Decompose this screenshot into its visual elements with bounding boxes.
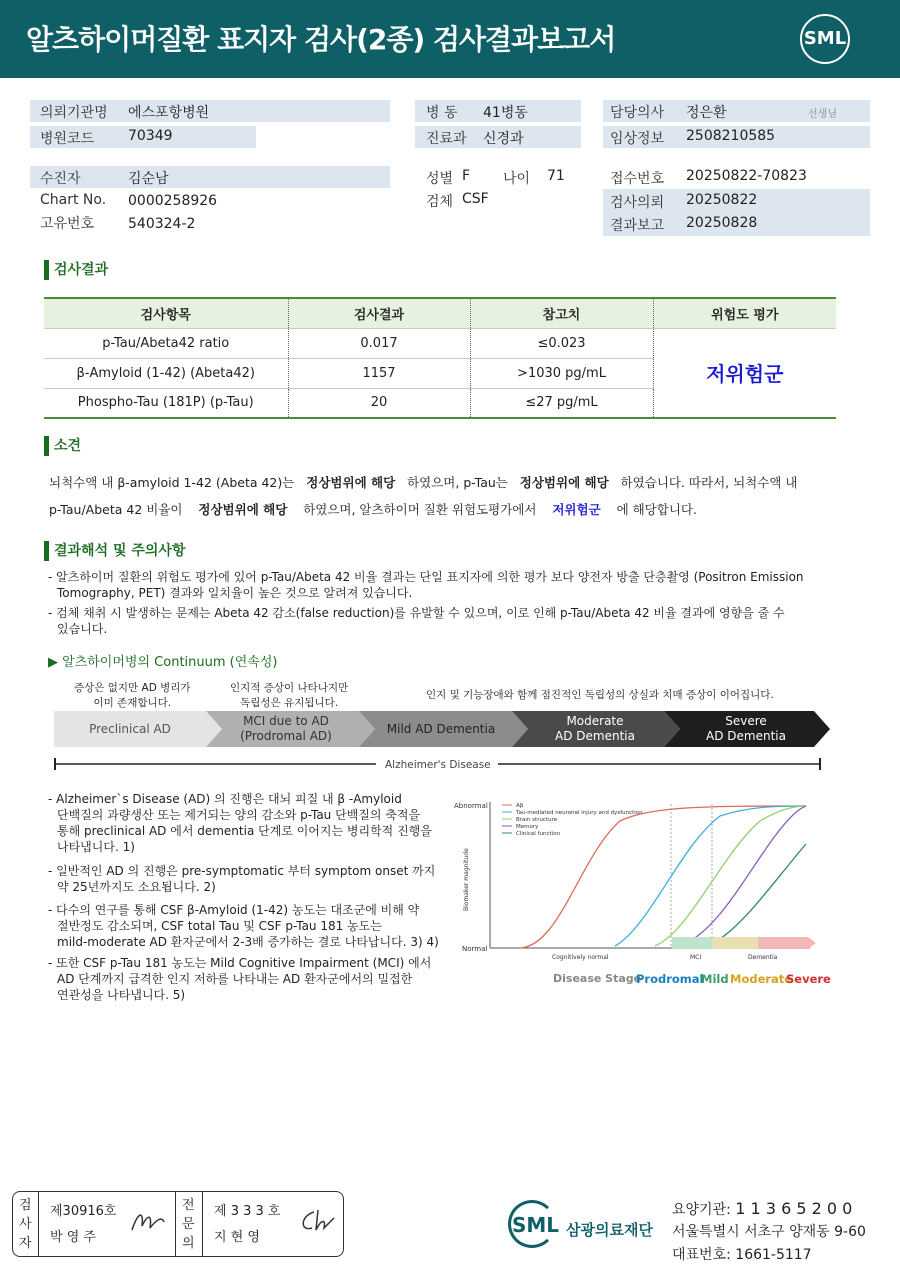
sex-label: 성별	[426, 171, 454, 187]
band-severe	[758, 937, 816, 949]
receipt-value: 20250822-70823	[686, 168, 807, 184]
findings-text: 뇌척수액 내 β-amyloid 1-42 (Abeta 42)는	[49, 475, 295, 490]
examiner-name: 박 영 주	[50, 1230, 96, 1245]
note-line: 약 25년까지도 소요됩니다. 2)	[57, 880, 216, 894]
prodromal-label: Prodromal	[636, 972, 704, 986]
curve-abeta	[520, 806, 806, 948]
desc-text: 이미 존재합니다.	[93, 697, 172, 709]
findings-text: 하였으며, 알츠하이머 질환 위험도평가에서	[303, 502, 537, 517]
moderate-label: Moderate	[730, 972, 793, 986]
phone-value: 1661-5117	[735, 1247, 812, 1263]
note-line: 연관성을 나타냅니다. 5)	[57, 988, 186, 1002]
stage-label	[212, 714, 360, 750]
report-label: 결과보고	[610, 218, 665, 234]
note-line: - 또한 CSF p-Tau 181 농도는 Mild Cognitive Impairment (MCI) 에서	[48, 956, 432, 970]
dept-value: 신경과	[483, 131, 524, 147]
ad-axis-label: Alzheimer's Disease	[385, 759, 491, 771]
legend-memory: Memory	[516, 824, 539, 830]
legend-abeta: Aβ	[516, 803, 524, 809]
interp-heading: 결과해석 및 주의사항	[44, 541, 185, 561]
test-ref: ≤27 pg/mL	[470, 388, 653, 418]
note-line: 통해 preclinical AD 에서 dementia 단계로 이어지는 병리학적 진행을	[57, 824, 432, 838]
clinical-value: 2508210585	[686, 128, 776, 144]
biomarker-graph	[450, 796, 834, 992]
note-line: - Alzheimer`s Disease (AD) 의 진행은 대뇌 피질 내 β -Amyloid	[48, 792, 402, 806]
col-header: 검사항목	[44, 298, 288, 328]
specimen-value: CSF	[462, 191, 489, 207]
address: 서울특별시 서초구 양재동 9-60	[672, 1224, 866, 1240]
stage-label	[520, 714, 670, 750]
inst-label: 의뢰기관명	[40, 105, 108, 121]
curve-brain	[655, 806, 806, 946]
request-value: 20250822	[686, 192, 758, 208]
age-value: 71	[547, 168, 565, 184]
band-mci	[672, 937, 712, 949]
receipt-label: 접수번호	[610, 171, 665, 187]
header-bar	[0, 0, 900, 78]
col-header: 검사결과	[288, 298, 470, 328]
test-ref: >1030 pg/mL	[470, 358, 653, 388]
patient-value: 김순남	[128, 171, 169, 187]
note-line: 단백질의 과량생산 또는 제거되는 양의 감소와 p-Tau 단백질의 축적을	[57, 808, 421, 822]
findings-normal: 정상범위에 해당	[198, 502, 288, 517]
findings-line-2	[49, 500, 697, 518]
results-heading: 검사결과	[44, 260, 108, 280]
mci-label: MCI	[690, 954, 702, 961]
divider	[175, 1191, 176, 1257]
note-line: mild-moderate AD 환자군에서 2-3배 증가하는 결로 나타납니다. 3) 4)	[57, 935, 439, 949]
test-item: β-Amyloid (1-42) (Abeta42)	[44, 358, 288, 388]
findings-heading: 소견	[44, 436, 81, 456]
risk-assessment: 저위험군	[653, 328, 836, 418]
curve-memory	[678, 806, 806, 946]
chart-label: Chart No.	[40, 192, 107, 208]
specialist-signature	[296, 1206, 336, 1236]
test-ref: ≤0.023	[470, 328, 653, 358]
report-title: 알츠하이머질환 표지자 검사(2종) 검사결과보고서	[26, 23, 616, 56]
test-result: 1157	[288, 358, 470, 388]
code-label: 요양기관:	[672, 1202, 731, 1218]
desc-text: 독립성은 유지됩니다.	[240, 697, 339, 709]
findings-text: 하였습니다. 따라서, 뇌척수액 내	[620, 475, 798, 490]
inst-value: 에스포항병원	[128, 105, 210, 121]
band-mild	[712, 937, 758, 949]
ward-value: 41병동	[483, 105, 528, 121]
patient-label: 수진자	[40, 171, 81, 187]
legend-clinical: Clinical function	[516, 831, 561, 837]
legend-tau: Tau-mediated neuronal injury and dysfunction	[516, 810, 643, 816]
mild-label: Mild	[701, 972, 729, 986]
findings-text: 하였으며, p-Tau는	[407, 475, 508, 490]
y-axis-label: Biomaker magnitude	[463, 848, 470, 911]
desc-text: 인지적 증상이 나타나지만	[230, 682, 349, 694]
test-result: 0.017	[288, 328, 470, 358]
stage-label	[672, 714, 820, 750]
dept-label: 진료과	[426, 131, 467, 147]
test-result: 20	[288, 388, 470, 418]
phone-label: 대표번호:	[672, 1247, 731, 1263]
uid-value: 540324-2	[128, 216, 196, 232]
institution-code	[672, 1199, 852, 1219]
uid-label: 고유번호	[40, 216, 95, 232]
specialist-label: 전문의	[182, 1198, 195, 1251]
specialist-name: 지 현 영	[214, 1230, 260, 1245]
stage-label: Mild AD Dementia	[386, 722, 496, 736]
clinical-label: 임상정보	[610, 131, 665, 147]
sex-value: F	[462, 168, 471, 184]
desc-text: 증상은 없지만 AD 병리가	[74, 682, 191, 694]
stage-text: Moderate	[566, 714, 624, 728]
note-4	[48, 955, 431, 1003]
interp-line: 있습니다.	[57, 622, 108, 636]
note-line: 나타냅니다. 1)	[57, 840, 135, 854]
stage-text: Severe	[725, 714, 767, 728]
severe-label: Severe	[786, 972, 831, 986]
stage-text: (Prodromal AD)	[240, 729, 332, 743]
note-2	[48, 863, 435, 895]
continuum-desc-3: 인지 및 기능장애와 함께 점진적인 독립성의 상실과 치매 증상이 이어집니다.	[426, 689, 774, 701]
request-label: 검사의뢰	[610, 195, 665, 211]
dementia-label: Dementia	[748, 954, 778, 961]
results-table	[44, 297, 836, 419]
interp-line: Tomography, PET) 결과와 일치율이 높은 것으로 알려져 있습니다.	[57, 586, 413, 600]
doctor-value: 정은환	[686, 105, 727, 121]
findings-text: 에 해당합니다.	[616, 502, 697, 517]
note-line: 절반정도 감소되며, CSF total Tau 및 CSF p-Tau 181 농도는	[57, 919, 382, 933]
divider	[202, 1191, 203, 1257]
findings-text: p-Tau/Abeta 42 비율이	[49, 502, 183, 517]
continuum-desc-2	[230, 680, 348, 710]
test-item: p-Tau/Abeta42 ratio	[44, 328, 288, 358]
note-3	[48, 902, 439, 950]
doctor-suffix: 선생님	[808, 109, 837, 120]
continuum-title: ▶ 알츠하이머병의 Continuum (연속성)	[48, 655, 278, 670]
col-header: 위험도 평가	[653, 298, 836, 328]
stage-text: MCI due to AD	[243, 714, 329, 728]
examiner-signature	[128, 1206, 168, 1236]
note-line: AD 단계까지 급격한 인지 저하를 나타내는 AD 환자군에서의 밀접한	[57, 972, 413, 986]
code-label: 병원코드	[40, 131, 95, 147]
table-row	[44, 328, 836, 358]
code-value: 70349	[128, 128, 173, 144]
note-line: - 다수의 연구를 통해 CSF β-Amyloid (1-42) 농도는 대조군에 비해 약	[48, 903, 420, 917]
findings-line-1	[49, 473, 797, 491]
table-header-row	[44, 298, 836, 328]
stage-text: AD Dementia	[706, 729, 786, 743]
disease-stage-label: Disease Stage	[553, 972, 642, 985]
ward-label: 병 동	[426, 105, 458, 121]
continuum-desc-1	[74, 680, 191, 710]
test-item: Phospho-Tau (181P) (p-Tau)	[44, 388, 288, 418]
sml-footer-logo: SML	[512, 1213, 560, 1237]
report-value: 20250828	[686, 215, 758, 231]
findings-normal: 정상범위에 해당	[519, 475, 609, 490]
info-bg	[30, 166, 390, 188]
divider	[38, 1191, 39, 1257]
interp-line: - 검체 채취 시 발생하는 문제는 Abeta 42 감소(false reduction)를 유발할 수 있으며, 이로 인해 p-Tau/Abeta 42 비율 결과에 영향을 줄 수	[48, 606, 785, 620]
findings-normal: 정상범위에 해당	[306, 475, 396, 490]
stage-text: AD Dementia	[555, 729, 635, 743]
specialist-number: 제 3 3 3 호	[214, 1204, 281, 1219]
code-value: 1 1 3 6 5 2 0 0	[735, 1199, 853, 1218]
curve-clinical	[708, 844, 806, 946]
normal-label: Normal	[462, 945, 488, 953]
col-header: 참고치	[470, 298, 653, 328]
phone	[672, 1244, 812, 1264]
sml-logo: SML	[800, 14, 850, 64]
examiner-number: 제30916호	[50, 1204, 117, 1219]
findings-risk: 저위험군	[552, 502, 601, 517]
cog-normal-label: Cognitively normal	[552, 954, 609, 961]
stage-label: Preclinical AD	[89, 722, 171, 736]
note-1	[48, 791, 432, 855]
legend-brain: Brain structure	[516, 817, 558, 823]
chart-value: 0000258926	[128, 193, 218, 209]
foundation-name: 삼광의료재단	[566, 1221, 653, 1239]
interp-line: - 알츠하이머 질환의 위험도 평가에 있어 p-Tau/Abeta 42 비율 결과는 단일 표지자에 의한 평가 보다 양전자 방출 단층촬영 (Positron Emission	[48, 570, 804, 584]
note-line: - 일반적인 AD 의 진행은 pre-symptomatic 부터 symptom onset 까지	[48, 864, 436, 878]
specimen-label: 검체	[426, 194, 454, 210]
age-label: 나이	[503, 171, 531, 187]
examiner-label: 검사자	[19, 1198, 32, 1251]
abnormal-label: Abnormal	[454, 802, 488, 810]
doctor-label: 담당의사	[610, 105, 665, 121]
